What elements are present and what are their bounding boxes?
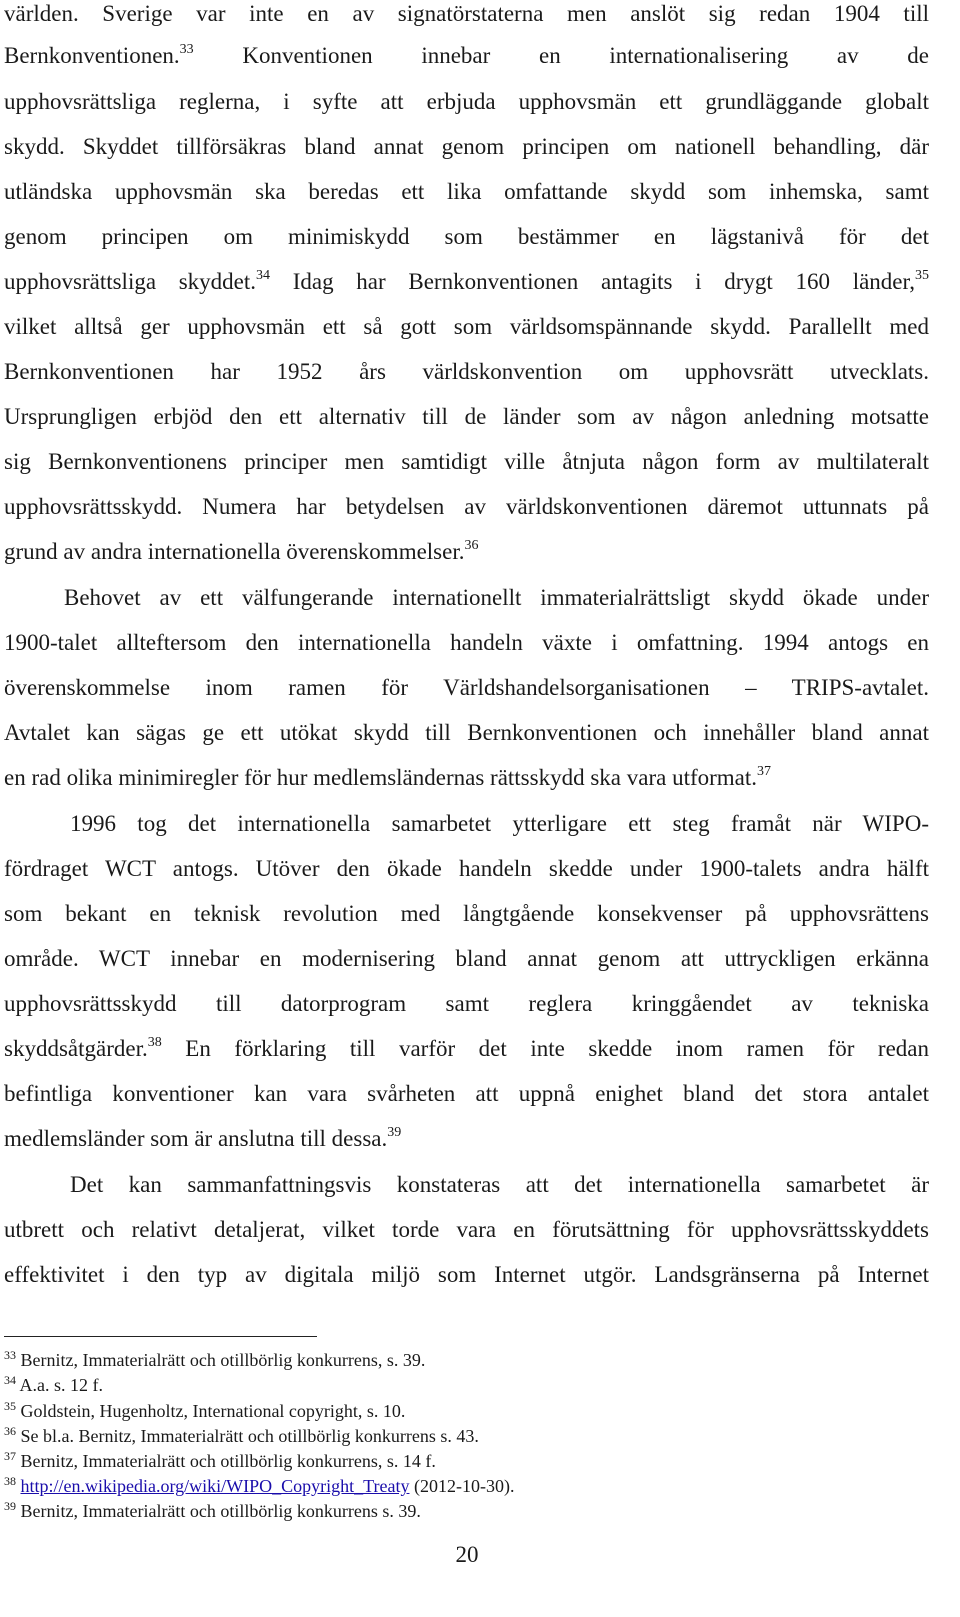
body-line — [4, 1171, 929, 1199]
body-line — [4, 764, 929, 792]
text: 1900-talet allteftersom den internationella handeln växte i omfattning. 1994 antogs en — [4, 630, 929, 655]
footnote-link[interactable]: http://en.wikipedia.org/wiki/WIPO_Copyright_Treaty — [20, 1476, 410, 1496]
text: genom principen om minimiskydd som bestämmer en lägstanivå för det — [4, 224, 929, 249]
text: befintliga konventioner kan vara svårheten att uppnå enighet bland det stora antalet — [4, 1081, 929, 1106]
footnote-text: Bernitz, Immaterialrätt och otillbörlig konkurrens, s. 14 f. — [20, 1451, 436, 1471]
footnote-ref[interactable]: 39 — [387, 1125, 402, 1140]
body-line — [4, 403, 929, 431]
text: Idag har Bernkonventionen antagits i drygt 160 länder, — [292, 269, 915, 294]
footnote-number: 36 — [4, 1424, 16, 1438]
text: upphovsrättsskydd. Numera har betydelsen av världskonventionen däremot uttunnats på — [4, 494, 929, 519]
text: en rad olika minimiregler för hur medlemsländernas rättsskydd ska vara utformat. — [4, 765, 758, 790]
footnote — [4, 1374, 103, 1396]
footnote-text: A.a. s. 12 f. — [19, 1375, 104, 1395]
text: utbrett och relativt detaljerat, vilket torde vara en förutsättning för upphovsrättsskyddets — [4, 1217, 929, 1242]
footnote-ref[interactable]: 35 — [915, 268, 929, 283]
text: upphovsrättsskydd till datorprogram samt reglera kringgåendet av tekniska — [4, 991, 929, 1016]
text: som bekant en teknisk revolution med långtgående konsekvenser på upphovsrättens — [4, 901, 929, 926]
footnote-ref[interactable]: 37 — [757, 764, 772, 779]
text: upphovsrättsliga reglerna, i syfte att erbjuda upphovsmän ett grundläggande globalt — [4, 89, 929, 114]
footnote-ref[interactable]: 34 — [256, 268, 271, 283]
footnote-text: (2012-10-30). — [409, 1476, 515, 1496]
text: utländska upphovsmän ska beredas ett lika omfattande skydd som inhemska, samt — [4, 179, 929, 204]
text: världen. Sverige var inte en av signatörstaterna men anslöt sig redan 1904 till — [4, 1, 929, 26]
text: Behovet av ett välfungerande internationellt immaterialrättsligt skydd ökade under — [64, 585, 929, 610]
text: sig Bernkonventionens principer men samtidigt ville åtnjuta någon form av multilateralt — [4, 449, 929, 474]
footnote-text: Bernitz, Immaterialrätt och otillbörlig konkurrens s. 39. — [20, 1501, 421, 1521]
body-line — [4, 223, 929, 251]
footnote-text: Goldstein, Hugenholtz, International copyright, s. 10. — [20, 1401, 406, 1421]
body-line — [4, 900, 929, 928]
body-line — [4, 855, 929, 883]
footnote-number: 35 — [4, 1399, 16, 1413]
footnote — [4, 1450, 436, 1472]
body-line — [4, 1216, 929, 1244]
footnote — [4, 1475, 514, 1497]
text: Det kan sammanfattningsvis konstateras att det internationella samarbetet är — [70, 1172, 929, 1197]
body-line — [4, 133, 929, 161]
footnote — [4, 1425, 479, 1447]
body-line — [4, 42, 929, 70]
body-line — [4, 1261, 929, 1289]
text: grund av andra internationella överenskommelser. — [4, 539, 465, 564]
footnote — [4, 1349, 425, 1371]
body-line — [4, 945, 929, 973]
footnote — [4, 1400, 405, 1422]
text: medlemsländer som är anslutna till dessa. — [4, 1126, 388, 1151]
footnote-ref[interactable]: 36 — [464, 538, 479, 553]
text: område. WCT innebar en modernisering bland annat genom att uttryckligen erkänna — [4, 946, 929, 971]
text: överenskommelse inom ramen för Världshandelsorganisationen – TRIPS-avtalet. — [4, 675, 929, 700]
body-line — [4, 268, 929, 296]
footnote-text: Bernitz, Immaterialrätt och otillbörlig konkurrens, s. 39. — [20, 1350, 426, 1370]
text: Avtalet kan sägas ge ett utökat skydd till Bernkonventionen och innehåller bland annat — [4, 720, 929, 745]
body-line — [4, 0, 929, 28]
text: Ursprungligen erbjöd den ett alternativ till de länder som av någon anledning motsatte — [4, 404, 929, 429]
body-line — [4, 674, 929, 702]
body-line — [4, 1080, 929, 1108]
footnote-number: 34 — [4, 1373, 16, 1387]
body-line — [4, 629, 929, 657]
text: skydd. Skyddet tillförsäkras bland annat genom principen om nationell behandling, där — [4, 134, 929, 159]
text: En förklaring till varför det inte skedde inom ramen för redan — [185, 1036, 930, 1061]
text: vilket alltså ger upphovsmän ett så gott som världsomspännande skydd. Parallellt med — [4, 314, 929, 339]
footnote-number: 39 — [4, 1499, 16, 1513]
text: fördraget WCT antogs. Utöver den ökade handeln skedde under 1900-talets andra hälft — [4, 856, 929, 881]
body-line — [4, 358, 929, 386]
text: Bernkonventionen har 1952 års världskonvention om upphovsrätt utvecklats. — [4, 359, 929, 384]
footnote-separator — [4, 1336, 317, 1337]
body-line — [4, 1035, 929, 1063]
text: 1996 tog det internationella samarbetet ytterligare ett steg framåt när WIPO- — [70, 811, 929, 836]
text: Konventionen innebar en internationalisering av de — [242, 43, 930, 68]
body-line — [4, 178, 929, 206]
body-line — [4, 584, 929, 612]
text: Bernkonventionen. — [4, 43, 180, 68]
text: effektivitet i den typ av digitala miljö som Internet utgör. Landsgränserna på Internet — [4, 1262, 929, 1287]
body-line — [4, 990, 929, 1018]
footnote-number: 38 — [4, 1474, 16, 1488]
body-line — [4, 88, 929, 116]
footnote-ref[interactable]: 33 — [179, 42, 194, 57]
body-line — [4, 313, 929, 341]
body-line — [4, 719, 929, 747]
footnote-number: 37 — [4, 1449, 16, 1463]
body-line — [4, 448, 929, 476]
footnote-number: 33 — [4, 1348, 16, 1362]
body-line — [4, 493, 929, 521]
text: skyddsåtgärder. — [4, 1036, 148, 1061]
text: upphovsrättsliga skyddet. — [4, 269, 257, 294]
footnote-ref[interactable]: 38 — [147, 1035, 162, 1050]
body-line — [4, 1125, 929, 1153]
body-line — [4, 810, 929, 838]
body-line — [4, 538, 929, 566]
footnote-text: Se bl.a. Bernitz, Immaterialrätt och otillbörlig konkurrens s. 43. — [20, 1426, 479, 1446]
page-number: 20 — [455, 1542, 479, 1567]
footnote — [4, 1500, 421, 1522]
